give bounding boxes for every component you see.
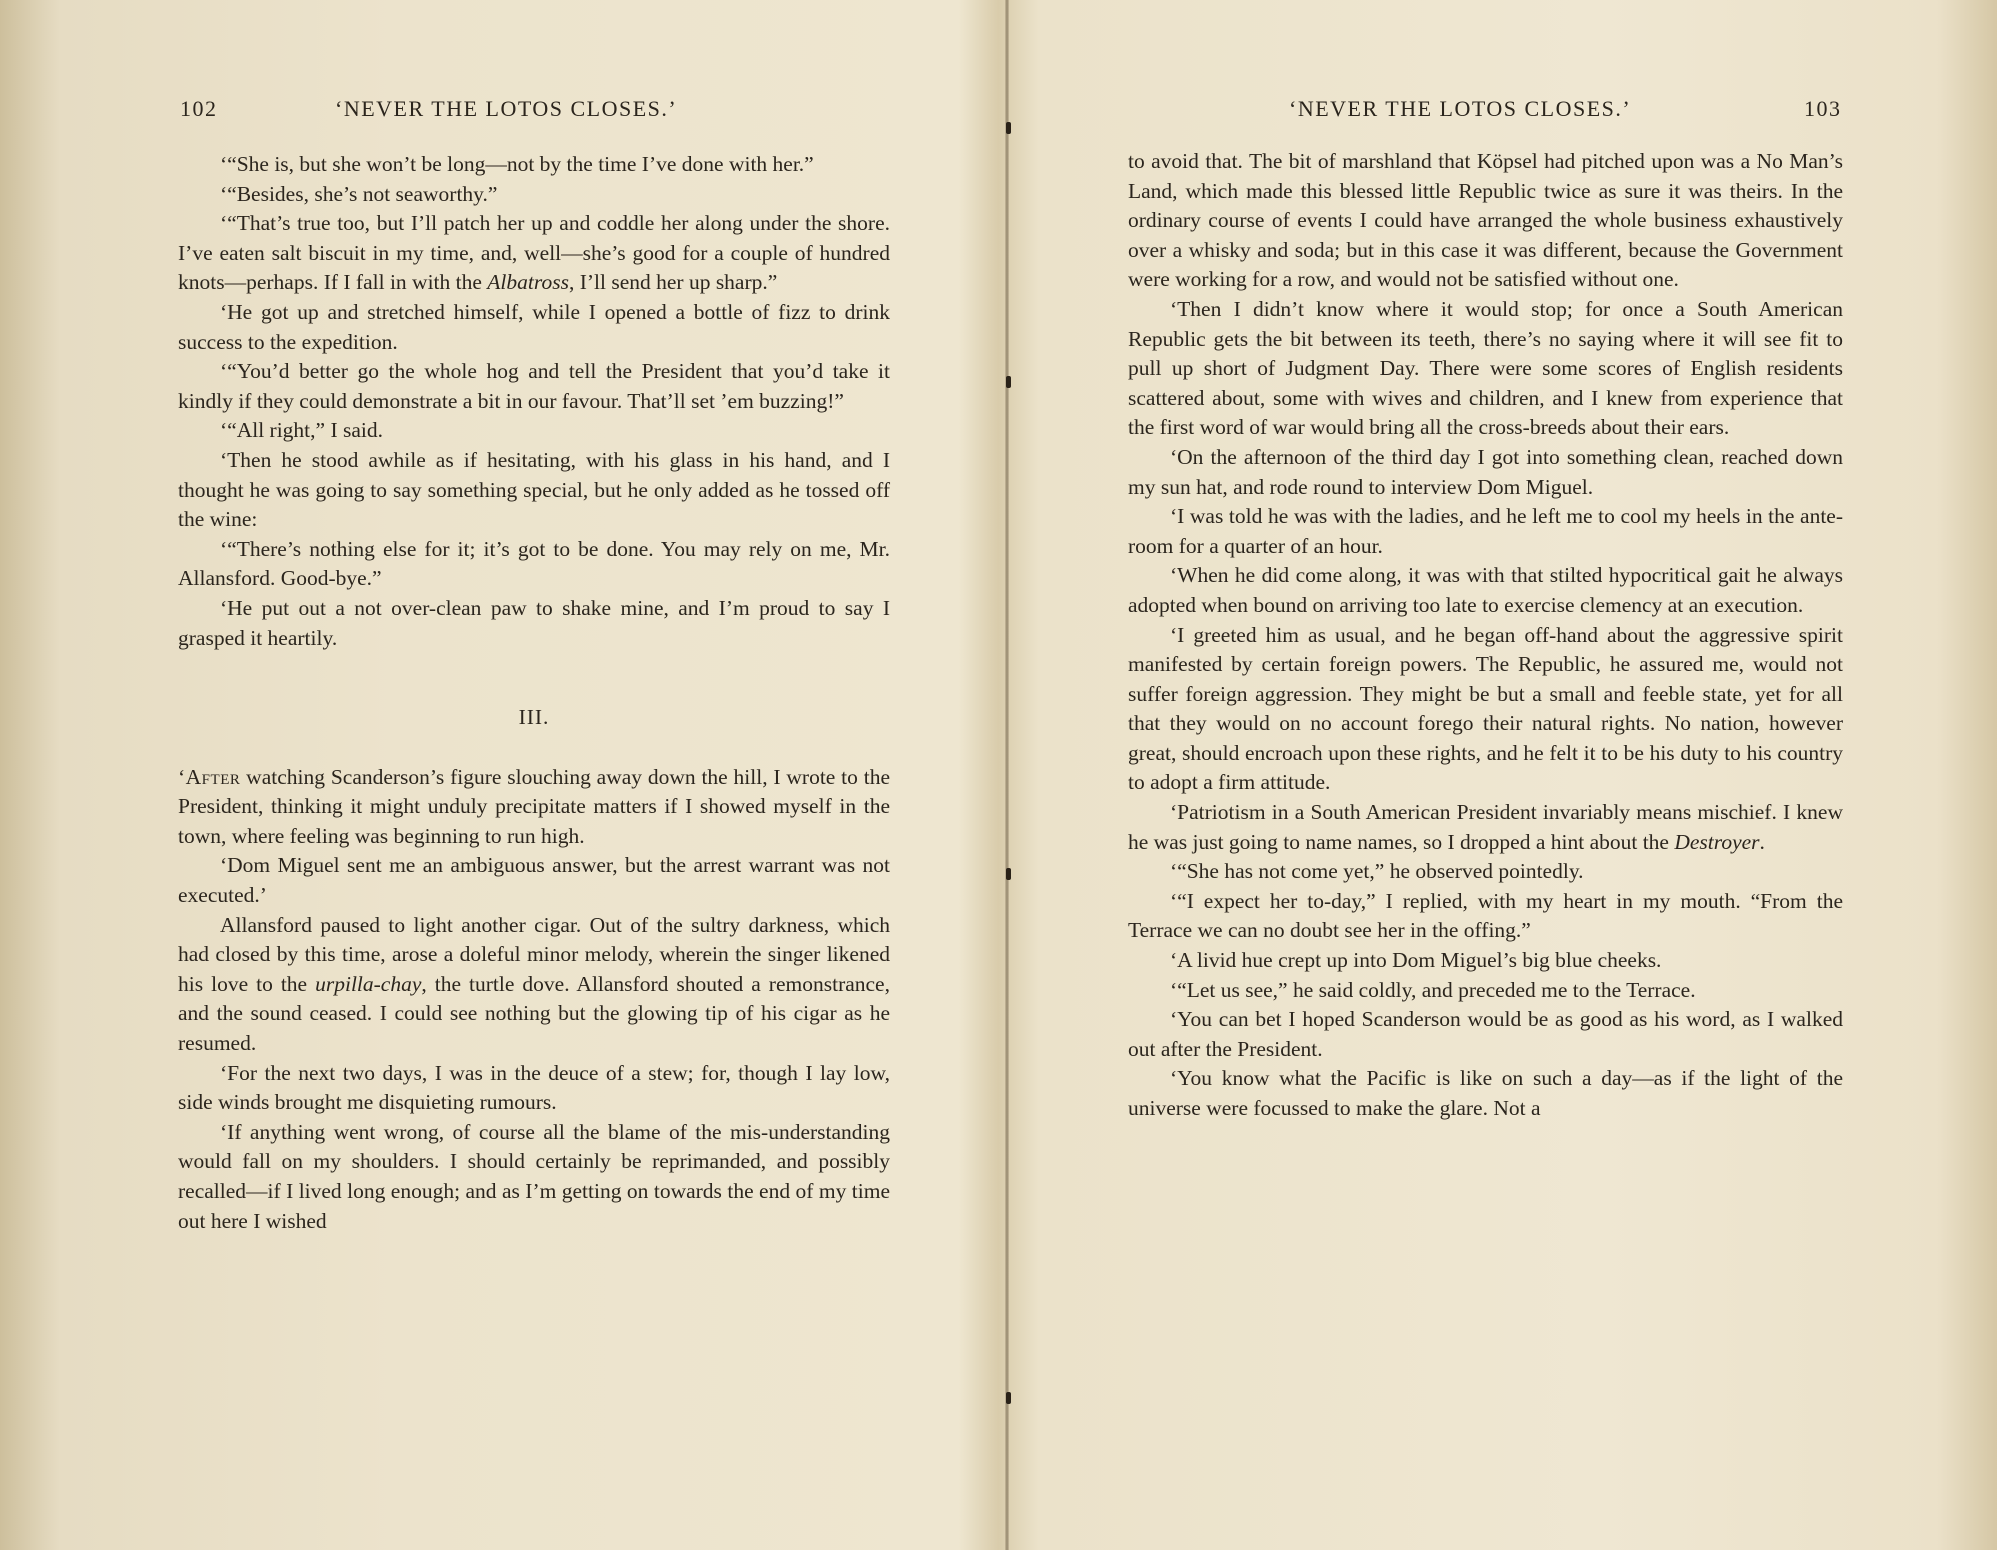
paragraph xyxy=(1128,798,1843,857)
text-run: Allansford paused to light another cigar. Out of the sultry darkness, which had closed by this time, arose a doleful minor melody, wherein the singer likened his love to the xyxy=(178,912,890,996)
paragraph: ‘A livid hue crept up into Dom Miguel’s big blue cheeks. xyxy=(1170,948,1662,973)
paragraph: ‘“All right,” I said. xyxy=(220,418,383,443)
paragraph: ‘For the next two days, I was in the deuce of a stew; for, though I lay low, side winds brought me disquieting rumours. xyxy=(178,1060,890,1115)
paragraph: ‘He got up and stretched himself, while I opened a bottle of fizz to drink success to the expedition. xyxy=(178,299,890,354)
paragraph: ‘He put out a not over-clean paw to shake mine, and I’m proud to say I grasped it heartily. xyxy=(178,595,890,650)
paragraph: ‘“There’s nothing else for it; it’s got to be done. You may rely on me, Mr. Allansford. Good-bye.” xyxy=(178,536,890,591)
page-number-right: 103 xyxy=(1804,96,1842,121)
paragraph xyxy=(178,763,890,852)
section-heading: III. xyxy=(518,705,550,730)
italic-word: urpilla-chay xyxy=(315,971,422,996)
small-caps-opening: ‘After xyxy=(178,764,241,789)
italic-ship-name: Destroyer xyxy=(1674,829,1760,854)
paragraph: ‘When he did come along, it was with that stilted hypocritical gait he always adopted when bound on arriving too late to exercise clemency at an execution. xyxy=(1128,563,1843,617)
paragraph: ‘I was told he was with the ladies, and he left me to cool my heels in the ante-room for a quarter of an hour. xyxy=(1128,504,1843,558)
binding-thread-mark xyxy=(1006,376,1011,388)
paragraph: ‘You can bet I hoped Scanderson would be as good as his word, as I walked out after the President. xyxy=(1128,1007,1843,1061)
left-page-body xyxy=(178,150,890,1236)
paragraph: ‘“You’d better go the whole hog and tell the President that you’d take it kindly if they could demonstrate a bit in our favour. That’ll set ’em buzzing!” xyxy=(178,359,890,413)
paragraph: to avoid that. The bit of marshland that Köpsel had pitched upon was a No Man’s Land, which made this blessed little Republic twice as sure it was theirs. In the ordinary course of events I could have arranged the whole business exhaustively over a whisky and soda; but in this case it was different, because the Government were working for a row, and would not be satisfied without one. xyxy=(1128,149,1843,292)
paragraph: ‘“She has not come yet,” he observed pointedly. xyxy=(1170,859,1584,884)
paragraph xyxy=(178,209,890,298)
italic-ship-name: Albatross xyxy=(487,270,569,295)
running-head-right: ‘NEVER THE LOTOS CLOSES.’ xyxy=(1289,96,1632,121)
page-number-left: 102 xyxy=(180,96,218,121)
paragraph: ‘If anything went wrong, of course all the blame of the mis-understanding would fall on my shoulders. I should certainly be reprimanded, and possibly recalled—if I lived long enough; and as I’m getting on towards the end of my time out here I wished xyxy=(178,1119,890,1233)
paragraph: ‘“She is, but she won’t be long—not by the time I’ve done with her.” xyxy=(220,152,814,176)
text-run: . xyxy=(1759,829,1765,854)
text-run: ‘“That’s true too, but I’ll patch her up and coddle her along under the shore. I’ve eaten salt biscuit in my time, and, well—she’s good for a couple of hundred knots—perhaps. If I fall in with the xyxy=(178,211,890,295)
paragraph: ‘On the afternoon of the third day I got into something clean, reached down my sun hat, and rode round to interview Dom Miguel. xyxy=(1128,444,1843,499)
right-page xyxy=(1009,0,1997,1550)
paragraph: ‘You know what the Pacific is like on such a day—as if the light of the universe were focussed to make the glare. Not a xyxy=(1128,1066,1843,1120)
running-head-left: ‘NEVER THE LOTOS CLOSES.’ xyxy=(335,96,678,121)
binding-thread-mark xyxy=(1006,122,1011,134)
binding-thread-mark xyxy=(1006,1392,1011,1404)
paragraph: ‘I greeted him as usual, and he began off-hand about the aggressive spirit manifested by certain foreign powers. The Republic, he assured me, would not suffer foreign aggression. They might be but a small and feeble state, yet for all that they would on no account forego their natural rights. No nation, however great, should encroach upon these rights, and he felt it to be his duty to his country to adopt a firm attitude. xyxy=(1128,622,1843,795)
right-page-body xyxy=(1128,147,1843,1124)
binding-thread-mark xyxy=(1006,868,1011,880)
text-run: ‘Patriotism in a South American President invariably means mischief. I knew he was just going to name names, so I dropped a hint about the xyxy=(1128,800,1843,854)
paragraph: ‘Dom Miguel sent me an ambiguous answer, but the arrest warrant was not executed.’ xyxy=(178,853,890,908)
paragraph: ‘“Let us see,” he said coldly, and preceded me to the Terrace. xyxy=(1170,977,1696,1002)
text-run: , I’ll send her up sharp.” xyxy=(568,270,778,295)
text-run: , the turtle dove. Allansford shouted a remonstrance, and the sound ceased. I could see nothing but the glowing tip of his cigar as he resumed. xyxy=(178,971,890,1056)
text-run: watching Scanderson’s figure slouching away down the hill, I wrote to the President, thinking it might unduly precipitate matters if I showed myself in the town, where feeling was beginning to run high. xyxy=(178,764,890,848)
paragraph: ‘Then he stood awhile as if hesitating, with his glass in his hand, and I thought he was going to say something special, but he only added as he tossed off the wine: xyxy=(178,447,890,532)
paragraph: ‘Then I didn’t know where it would stop; for once a South American Republic gets the bit between its teeth, there’s no saying where it will see fit to pull up short of Judgment Day. There were some scores of English residents scattered about, some with wives and children, and I knew from experience that the first word of war would bring all the cross-breeds about their ears. xyxy=(1128,296,1843,440)
paragraph: ‘“Besides, she’s not seaworthy.” xyxy=(220,181,498,206)
paragraph: ‘“I expect her to-day,” I replied, with my heart in my mouth. “From the Terrace we can no doubt see her in the offing.” xyxy=(1128,888,1843,943)
paragraph xyxy=(178,911,890,1059)
